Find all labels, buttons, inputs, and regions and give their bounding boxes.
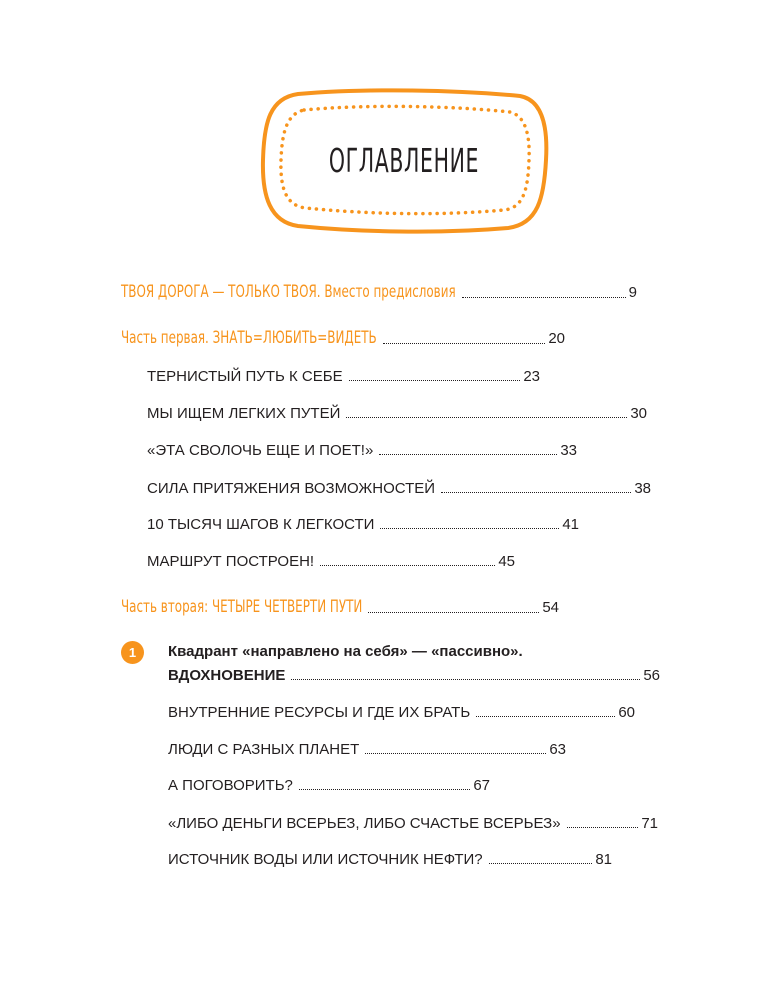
toc-page-number: 23 [523, 368, 540, 385]
toc-entry[interactable] [168, 777, 490, 794]
leader-dots [462, 296, 626, 298]
leader-dots [489, 862, 593, 864]
toc-entry-title: Часть вторая: ЧЕТЫРЕ ЧЕТВЕРТИ ПУТИ [121, 597, 363, 617]
heading-frame [258, 86, 550, 234]
toc-entry[interactable] [168, 815, 658, 832]
toc-page-number: 71 [641, 815, 658, 832]
leader-dots [320, 564, 495, 566]
toc-entry-title: 10 ТЫСЯЧ ШАГОВ К ЛЕГКОСТИ [147, 516, 375, 533]
toc-entry-title: ТВОЯ ДОРОГА — ТОЛЬКО ТВОЯ. Вместо предисловия [121, 282, 456, 302]
toc-entry-title: ВДОХНОВЕНИЕ [168, 667, 286, 684]
toc-entry-title: СИЛА ПРИТЯЖЕНИЯ ВОЗМОЖНОСТЕЙ [147, 480, 436, 497]
toc-entry-title: ИСТОЧНИК ВОДЫ ИЛИ ИСТОЧНИК НЕФТИ? [168, 851, 483, 868]
toc-entry-title: МЫ ИЩЕМ ЛЕГКИХ ПУТЕЙ [147, 405, 341, 422]
leader-dots [346, 416, 627, 418]
toc-entry-preface[interactable] [121, 282, 637, 302]
toc-entry[interactable] [147, 442, 577, 459]
toc-page-number: 38 [634, 480, 651, 497]
leader-dots [368, 611, 539, 613]
toc-entry-part-two[interactable] [121, 597, 559, 617]
toc-entry-part-one[interactable] [121, 328, 565, 348]
toc-page-number: 81 [595, 851, 612, 868]
leader-dots [567, 826, 639, 828]
toc-page-number: 30 [630, 405, 647, 422]
leader-dots [291, 678, 640, 680]
toc-entry[interactable] [168, 741, 566, 758]
toc-entry-title: Часть первая. ЗНАТЬ=ЛЮБИТЬ=ВИДЕТЬ [121, 328, 377, 348]
leader-dots [441, 491, 631, 493]
quadrant-title: Квадрант «направлено на себя» — «пассивно». [168, 643, 523, 660]
toc-page-number: 63 [549, 741, 566, 758]
leader-dots [299, 788, 470, 790]
toc-entry-title: МАРШРУТ ПОСТРОЕН! [147, 553, 315, 570]
page-title: ОГЛАВЛЕНИЕ [328, 140, 480, 180]
leader-dots [379, 453, 557, 455]
toc-entry-title: ЛЮДИ С РАЗНЫХ ПЛАНЕТ [168, 741, 360, 758]
toc-entry[interactable] [147, 480, 651, 497]
toc-entry-title: ТЕРНИСТЫЙ ПУТЬ К СЕБЕ [147, 368, 343, 385]
toc-entry[interactable] [147, 405, 647, 422]
toc-page-number: 33 [560, 442, 577, 459]
toc-entry-title: А ПОГОВОРИТЬ? [168, 777, 293, 794]
toc-entry[interactable] [147, 368, 540, 385]
leader-dots [476, 715, 615, 717]
toc-page-number: 54 [542, 599, 559, 616]
toc-entry-title: ВНУТРЕННИЕ РЕСУРСЫ И ГДЕ ИХ БРАТЬ [168, 704, 471, 721]
toc-page-number: 56 [643, 667, 660, 684]
toc-page-number: 67 [473, 777, 490, 794]
toc-entry-title: «ЛИБО ДЕНЬГИ ВСЕРЬЕЗ, ЛИБО СЧАСТЬЕ ВСЕРЬЕЗ» [168, 815, 561, 832]
leader-dots [380, 527, 559, 529]
toc-entry[interactable] [147, 553, 515, 570]
toc-page-number: 60 [618, 704, 635, 721]
leader-dots [383, 342, 546, 344]
leader-dots [349, 379, 521, 381]
toc-entry-title: «ЭТА СВОЛОЧЬ ЕЩЕ И ПОЕТ!» [147, 442, 374, 459]
toc-page-number: 45 [498, 553, 515, 570]
toc-entry-quadrant[interactable] [168, 667, 660, 684]
toc-page-number: 20 [548, 330, 565, 347]
quadrant-number-badge: 1 [121, 641, 144, 664]
toc-entry[interactable] [168, 704, 635, 721]
toc-page-number: 9 [628, 284, 637, 301]
toc-page-number: 41 [562, 516, 579, 533]
toc-entry[interactable] [168, 851, 612, 868]
leader-dots [365, 752, 546, 754]
toc-entry[interactable] [147, 516, 579, 533]
